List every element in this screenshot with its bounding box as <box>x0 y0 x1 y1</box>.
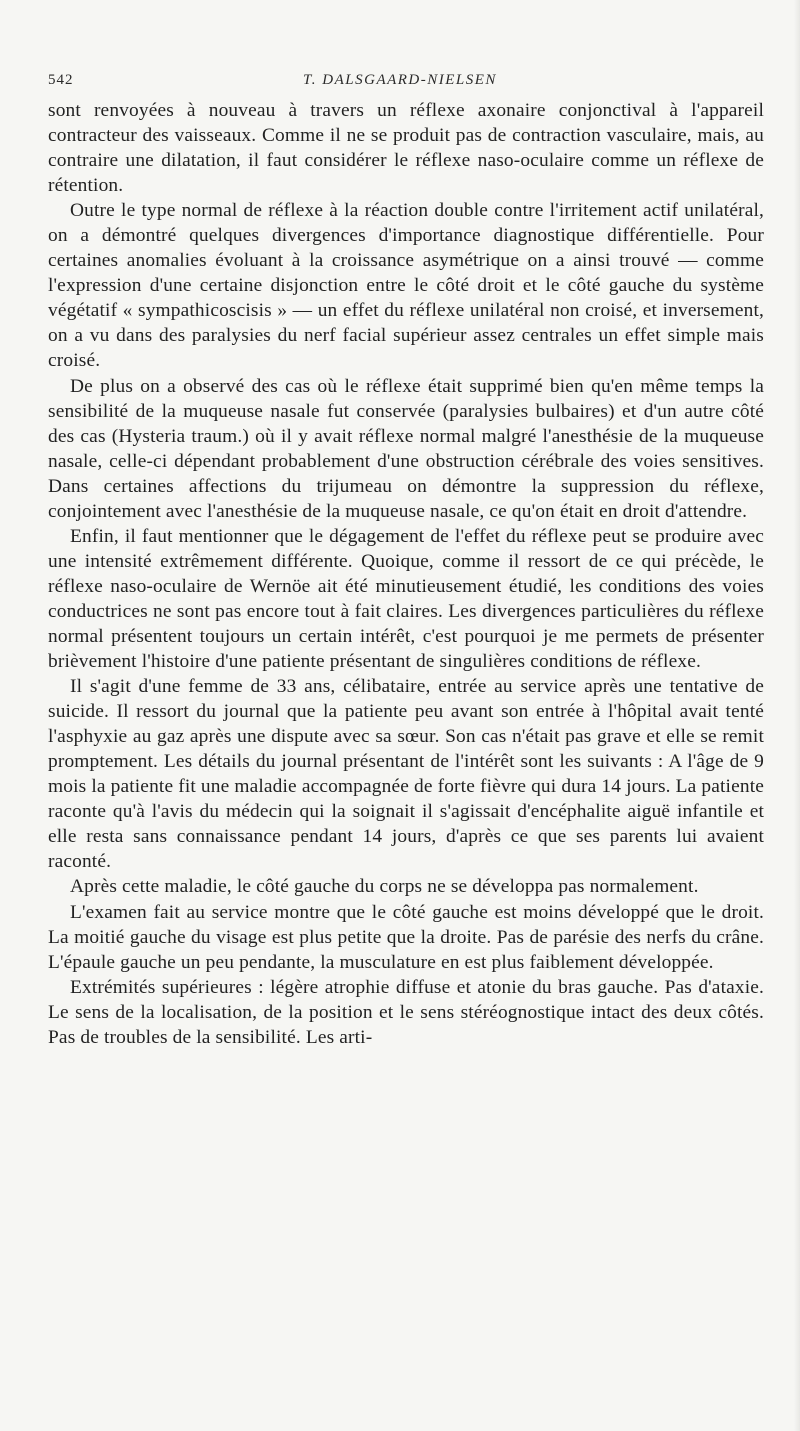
paragraph: L'examen fait au service montre que le côté gauche est moins développé que le droit. La moitié gauche du visage est plus petite que la droite. Pas de parésie des nerfs du crâne. L'épaule gauche un peu pendante, la musculature en est plus faiblement développée. <box>48 901 764 973</box>
paragraph: Enfin, il faut mentionner que le dégagement de l'effet du réflexe peut se produire avec une intensité extrêmement différente. Quoique, comme il ressort de ce qui précède, le réflexe naso-oculaire de Wernöe ait été minutieusement étudié, les conditions des voies conductrices ne sont pas encore tout à fait claires. Les divergences particulières du réflexe normal présentent toujours un certain intérêt, c'est pourquoi je me permets de présenter brièvement l'histoire d'une patiente présentant de singulières conditions de réflexe. <box>48 525 764 673</box>
paragraph: Il s'agit d'une femme de 33 ans, célibataire, entrée au service après une tentative de suicide. Il ressort du journal que la patiente peu avant son entrée à l'hôpital avait tenté l'asphyxie au gaz après une dispute avec sa sœur. Son cas n'était pas grave et elle se remit promptement. Les détails du journal présentant de l'intérêt sont les suivants : A l'âge de 9 mois la patiente fit une maladie accompagnée de forte fièvre qui dura 14 jours. La patiente raconte qu'à l'avis du médecin qui la soignait il s'agissait d'encéphalite aiguë infantile et elle resta sans connaissance pendant 14 jours, d'après ce que ses parents lui avaient raconté. <box>48 676 764 873</box>
running-title: T. DALSGAARD-NIELSEN <box>303 72 497 88</box>
paragraph: De plus on a observé des cas où le réflexe était supprimé bien qu'en même temps la sensibilité de la muqueuse nasale fut conservée (paralysies bulbaires) et d'un autre côté des cas (Hysteria traum.) où il y avait réflexe normal malgré l'anesthésie de la muqueuse nasale, celle-ci dépendant probablement d'une obstruction cérébrale des voies sensitives. Dans certaines affections du trijumeau on démontre la suppression du réflexe, conjointement avec l'anesthésie de la muqueuse nasale, ce qu'on était en droit d'attendre. <box>48 375 764 522</box>
page-number: 542 <box>48 72 74 88</box>
paragraph: Après cette maladie, le côté gauche du corps ne se développa pas normalement. <box>70 876 699 898</box>
scan-edge-shadow <box>794 0 800 1431</box>
paragraph: sont renvoyées à nouveau à travers un réflexe axonaire conjonctival à l'appareil contracteur des vaisseaux. Comme il ne se produit pas de contraction vasculaire, mais, au contraire une dilatation, il faut considérer le réflexe naso-oculaire comme un réflexe de rétention. <box>48 100 764 197</box>
paragraph: Extrémités supérieures : légère atrophie diffuse et atonie du bras gauche. Pas d'ataxie. Le sens de la localisation, de la position et le sens stéréognostique intact des deux côtés. Pas de troubles de la sensibilité. Les arti- <box>48 976 764 1048</box>
paragraph: Outre le type normal de réflexe à la réaction double contre l'irritement actif unilatéral, on a démontré quelques divergences d'importance diagnostique différentielle. Pour certaines anomalies évoluant à la croissance asymétrique on a ainsi trouvé — comme l'expression d'une certaine disjonction entre le côté droit et le côté gauche du système végétatif « sympathicoscisis » — un effet du réflexe unilatéral non croisé, et inversement, on a vu dans des paralysies du nerf facial supérieur assez centrales un effet simple mais croisé. <box>48 200 764 372</box>
running-header <box>48 72 752 96</box>
body-text <box>48 98 764 1050</box>
